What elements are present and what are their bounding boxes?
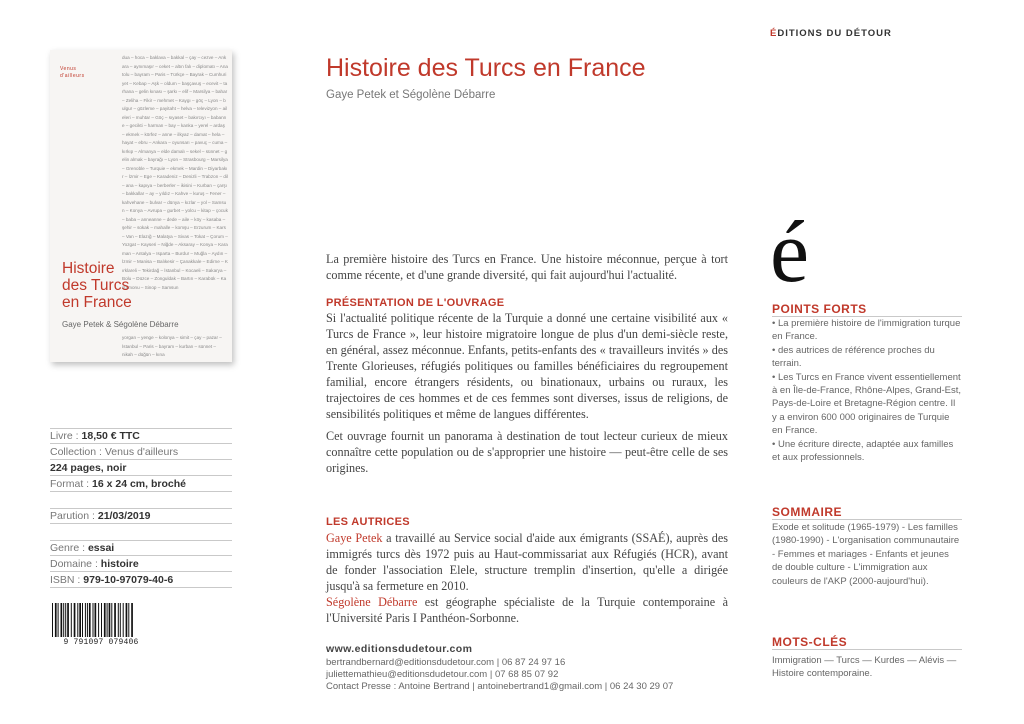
barcode-number: 9 791097 079406 xyxy=(50,638,152,647)
barcode-bar xyxy=(89,603,91,637)
authors-heading: LES AUTRICES xyxy=(326,516,410,528)
price-value: 18,50 € TTC xyxy=(81,430,140,442)
genre-label: Genre : xyxy=(50,542,86,554)
points-forts-item: • Les Turcs en France vivent essentiellement à en Île-de-France, Rhône-Alpes, Grand-Est, Pays-de-Loire et Bretagne-Région centre. Il y a environ 600 000 originaires de Turquie en France. xyxy=(772,371,962,437)
barcode-bar xyxy=(55,603,57,637)
domain-label: Domaine : xyxy=(50,558,98,570)
barcode-bar xyxy=(107,603,108,637)
cover-word-pattern: dua – hoca – baklava – bakkal – çay – cezve – Ankara – aynımaşır – ceket – altın falı – diplomatı – Anatolu – bayram – Paris – Türkçe – Bayrak – Cumhuriyet – Kebap – Aşk – oldum – başçavuş – ecevit – tarhana – gelin kınası – şarkı – elif – Marsilya – bahar – Zeliha – Fikir – mehmet – Kaygı – göç – Lyon – bulgur – gözleme – payitaht – helva – televizyon – aileleri – muhtar – Göç – sıyaset – bakırcıyı – babanne – gecikti – harman – bay – kanka – yerel – ardaş – ekmek – körfez – anne – ilkyaz – damat – hela – hayat – ebru – Ankara – oyunsarı – pavuç – cuma – kırkıp – Almanya – elde damalı – sekel – sünnet – gelin almak – bayrağı – Lyon – Strasbourg – Marsilya – Grenoble – Turquie – ekmek – Mardin – Diyarbakır – İzmir – Ege – Karadeniz – Denizli – Trabzon – dil – ana – kapıya – berberler – ikisini – Kurban – çarşı – bakkallar – ay – yıldız – Kahve – kuruş – Fener – kahvehane – bulvar – dünya – kızlar – yol – Samsun – Konya – Avrupa – gurbet – yolcu – kitap – çocuk – baba – anneanne – dede – aile – köy – kasaba – şehir – sokak – mahalle – komşu – Erzurum – Kars – Van – Elazığ – Malatya – Sivas – Tokat – Çorum – Yozgat – Kayseri – Niğde – Aksaray – Konya – Karaman – Antalya – Isparta – Burdur – Muğla – Aydın – İzmir – Manisa – Balıkesir – Çanakkale – Edirne – Kırklareli – Tekirdağ – İstanbul – Kocaeli – Sakarya – Bolu – Düzce – Zonguldak – Bartın – Karabük – Kastamonu – Sinop – Samsun xyxy=(122,55,228,290)
cover-word-pattern-bottom: yorgan – yenge – kolonya – simit – çay – pazar – İstanbul – Paris – bayram – kurban – sünnet – nikah – düğün – kına xyxy=(122,335,222,357)
contact-line: juliettemathieu@editionsdudetour.com | 07 68 85 07 92 xyxy=(326,669,559,680)
date-label: Parution : xyxy=(50,510,95,522)
barcode-bar xyxy=(65,603,66,637)
barcode-bar xyxy=(109,603,111,637)
points-forts-item: • La première histoire de l'immigration turque en France. xyxy=(772,318,961,343)
barcode-bar xyxy=(61,603,63,637)
barcode-bar xyxy=(85,603,86,637)
barcode-bar xyxy=(126,603,128,637)
barcode-bar xyxy=(131,603,133,637)
section-divider xyxy=(772,649,962,650)
info-date xyxy=(50,510,232,524)
barcode-bar xyxy=(82,603,83,637)
barcode-bar xyxy=(67,603,69,637)
book-cover xyxy=(50,50,232,362)
mots-cles-text: Immigration — Turcs — Kurdes — Alévis — Histoire contemporaine. xyxy=(772,655,957,680)
author-bio-text: a travaillé au Service social d'aide aux émigrants (SSAÉ), auprès des immigrés turcs dès 1972 puis au Haut-commissariat aux Réfugiés (HCR), avant de fonder l'association Elele, structure tremplin d'insertion, qu'elle a dirigée jusqu'à sa fermeture en 2010. xyxy=(326,531,728,593)
price-label: Livre : xyxy=(50,430,79,442)
barcode-bar xyxy=(114,603,116,637)
barcode-bar xyxy=(58,603,59,637)
info-price xyxy=(50,430,232,444)
barcode-bar xyxy=(128,603,129,637)
logo-glyph: é xyxy=(770,204,810,289)
contact-line: bertrandbernard@editionsdudetour.com | 06 87 24 97 16 xyxy=(326,657,566,668)
barcode-bar xyxy=(63,603,64,637)
mots-cles-heading: MOTS-CLÉS xyxy=(772,635,848,649)
barcode-bar xyxy=(87,603,88,637)
info-isbn xyxy=(50,574,232,588)
book-title: Histoire des Turcs en France xyxy=(326,54,646,82)
presentation-text xyxy=(326,310,728,482)
isbn-value: 979-10-97079-40-6 xyxy=(83,574,174,586)
sommaire-heading: SOMMAIRE xyxy=(772,505,842,519)
info-pages xyxy=(50,462,232,476)
collection-label: Collection : xyxy=(50,446,102,458)
info-domain xyxy=(50,558,232,572)
contact-line: Contact Presse : Antoine Bertrand | antoinebertrand1@gmail.com | 06 24 30 29 07 xyxy=(326,681,674,692)
barcode-bar xyxy=(104,603,106,637)
barcode-bar xyxy=(120,603,121,637)
presentation-paragraph: Cet ouvrage fournit un panorama à destination de tout lecteur curieux de mieux connaître cette population ou de s'approprier une histoire — peut-être celle de ses origines. xyxy=(326,429,728,475)
date-value: 21/03/2019 xyxy=(97,510,151,522)
format-value: 16 x 24 cm, broché xyxy=(92,478,186,490)
points-forts-item: • Une écriture directe, adaptée aux familles et aux professionnels. xyxy=(772,438,954,464)
publisher-name xyxy=(770,28,892,39)
intro-paragraph: La première histoire des Turcs en France. Une histoire méconnue, perçue à tort comme récente, et d'une grande diversité, qui fait aujourd'hui l'actualité. xyxy=(326,252,728,282)
points-forts-heading: POINTS FORTS xyxy=(772,302,867,316)
barcode-bar xyxy=(77,603,78,637)
barcode-bar xyxy=(71,603,72,637)
info-collection xyxy=(50,446,232,460)
publisher-accent: É xyxy=(770,28,778,39)
format-label: Format : xyxy=(50,478,90,490)
domain-value: histoire xyxy=(100,558,139,570)
section-divider xyxy=(772,519,962,520)
presentation-paragraph: Si l'actualité politique récente de la Turquie a donné une certaine visibilité aux « Turcs de France », leur histoire migratoire longue de plus d'un demi-siècle reste, en général, assez méconnue. Enfants, petits-enfants des « travailleurs invités » des Trente Glorieuses, réfugiés politiques ou familles bénéficiaires du regroupement familial, encore étrangers résidents, ou binationaux, urbains ou ruraux, les trajectoires de ces hommes et de ces femmes sont diverses, issus de religions, de sensibilités politiques et même de langues différentes. xyxy=(326,311,728,421)
publisher-rest: DITIONS DU DÉTOUR xyxy=(777,28,892,39)
info-genre xyxy=(50,542,232,556)
barcode-bar xyxy=(123,603,124,637)
collection-value: Venus d'ailleurs xyxy=(104,446,179,458)
author-bio xyxy=(326,530,728,594)
website-link[interactable]: www.editionsdudetour.com xyxy=(326,643,473,655)
points-forts-item: • des autrices de référence proches du terrain. xyxy=(772,344,935,370)
barcode-bar xyxy=(101,603,102,637)
barcode-bar xyxy=(98,603,99,637)
author-name: Ségolène Débarre xyxy=(326,595,418,609)
barcode-bar xyxy=(52,603,53,637)
genre-value: essai xyxy=(87,542,115,554)
points-forts-list xyxy=(772,317,962,464)
isbn-label: ISBN : xyxy=(50,574,81,586)
barcode-bar xyxy=(95,603,97,637)
sommaire-text: Exode et solitude (1965-1979) - Les familles (1980-1990) - L'organisation communautaire - Femmes et mariages - Enfants et jeunes de double culture - L'immigration aux couleurs de l'AKP (2000-aujourd'hui). xyxy=(772,522,960,587)
presentation-heading: PRÉSENTATION DE L'OUVRAGE xyxy=(326,297,505,309)
cover-series-label: Venus d'ailleurs xyxy=(60,66,85,79)
barcode-bar xyxy=(79,603,81,637)
pages-value: 224 pages, noir xyxy=(50,462,127,474)
info-format xyxy=(50,478,232,492)
barcode-bar xyxy=(111,603,112,637)
barcode-bar xyxy=(93,603,94,637)
cover-title: Histoire des Turcs en France xyxy=(62,260,132,311)
authors-text xyxy=(326,530,728,626)
barcode-bar xyxy=(118,603,119,637)
cover-authors: Gaye Petek & Ségolène Débarre xyxy=(62,320,179,329)
author-bio xyxy=(326,594,728,626)
author-name: Gaye Petek xyxy=(326,531,383,545)
publisher-logo xyxy=(768,199,828,289)
book-authors: Gaye Petek et Ségolène Débarre xyxy=(326,89,496,101)
barcode-bar xyxy=(74,603,76,637)
author-bio-text: est géographe spécialiste de la Turquie contemporaine à l'Université Paris I Panthéon-Sorbonne. xyxy=(326,595,728,625)
